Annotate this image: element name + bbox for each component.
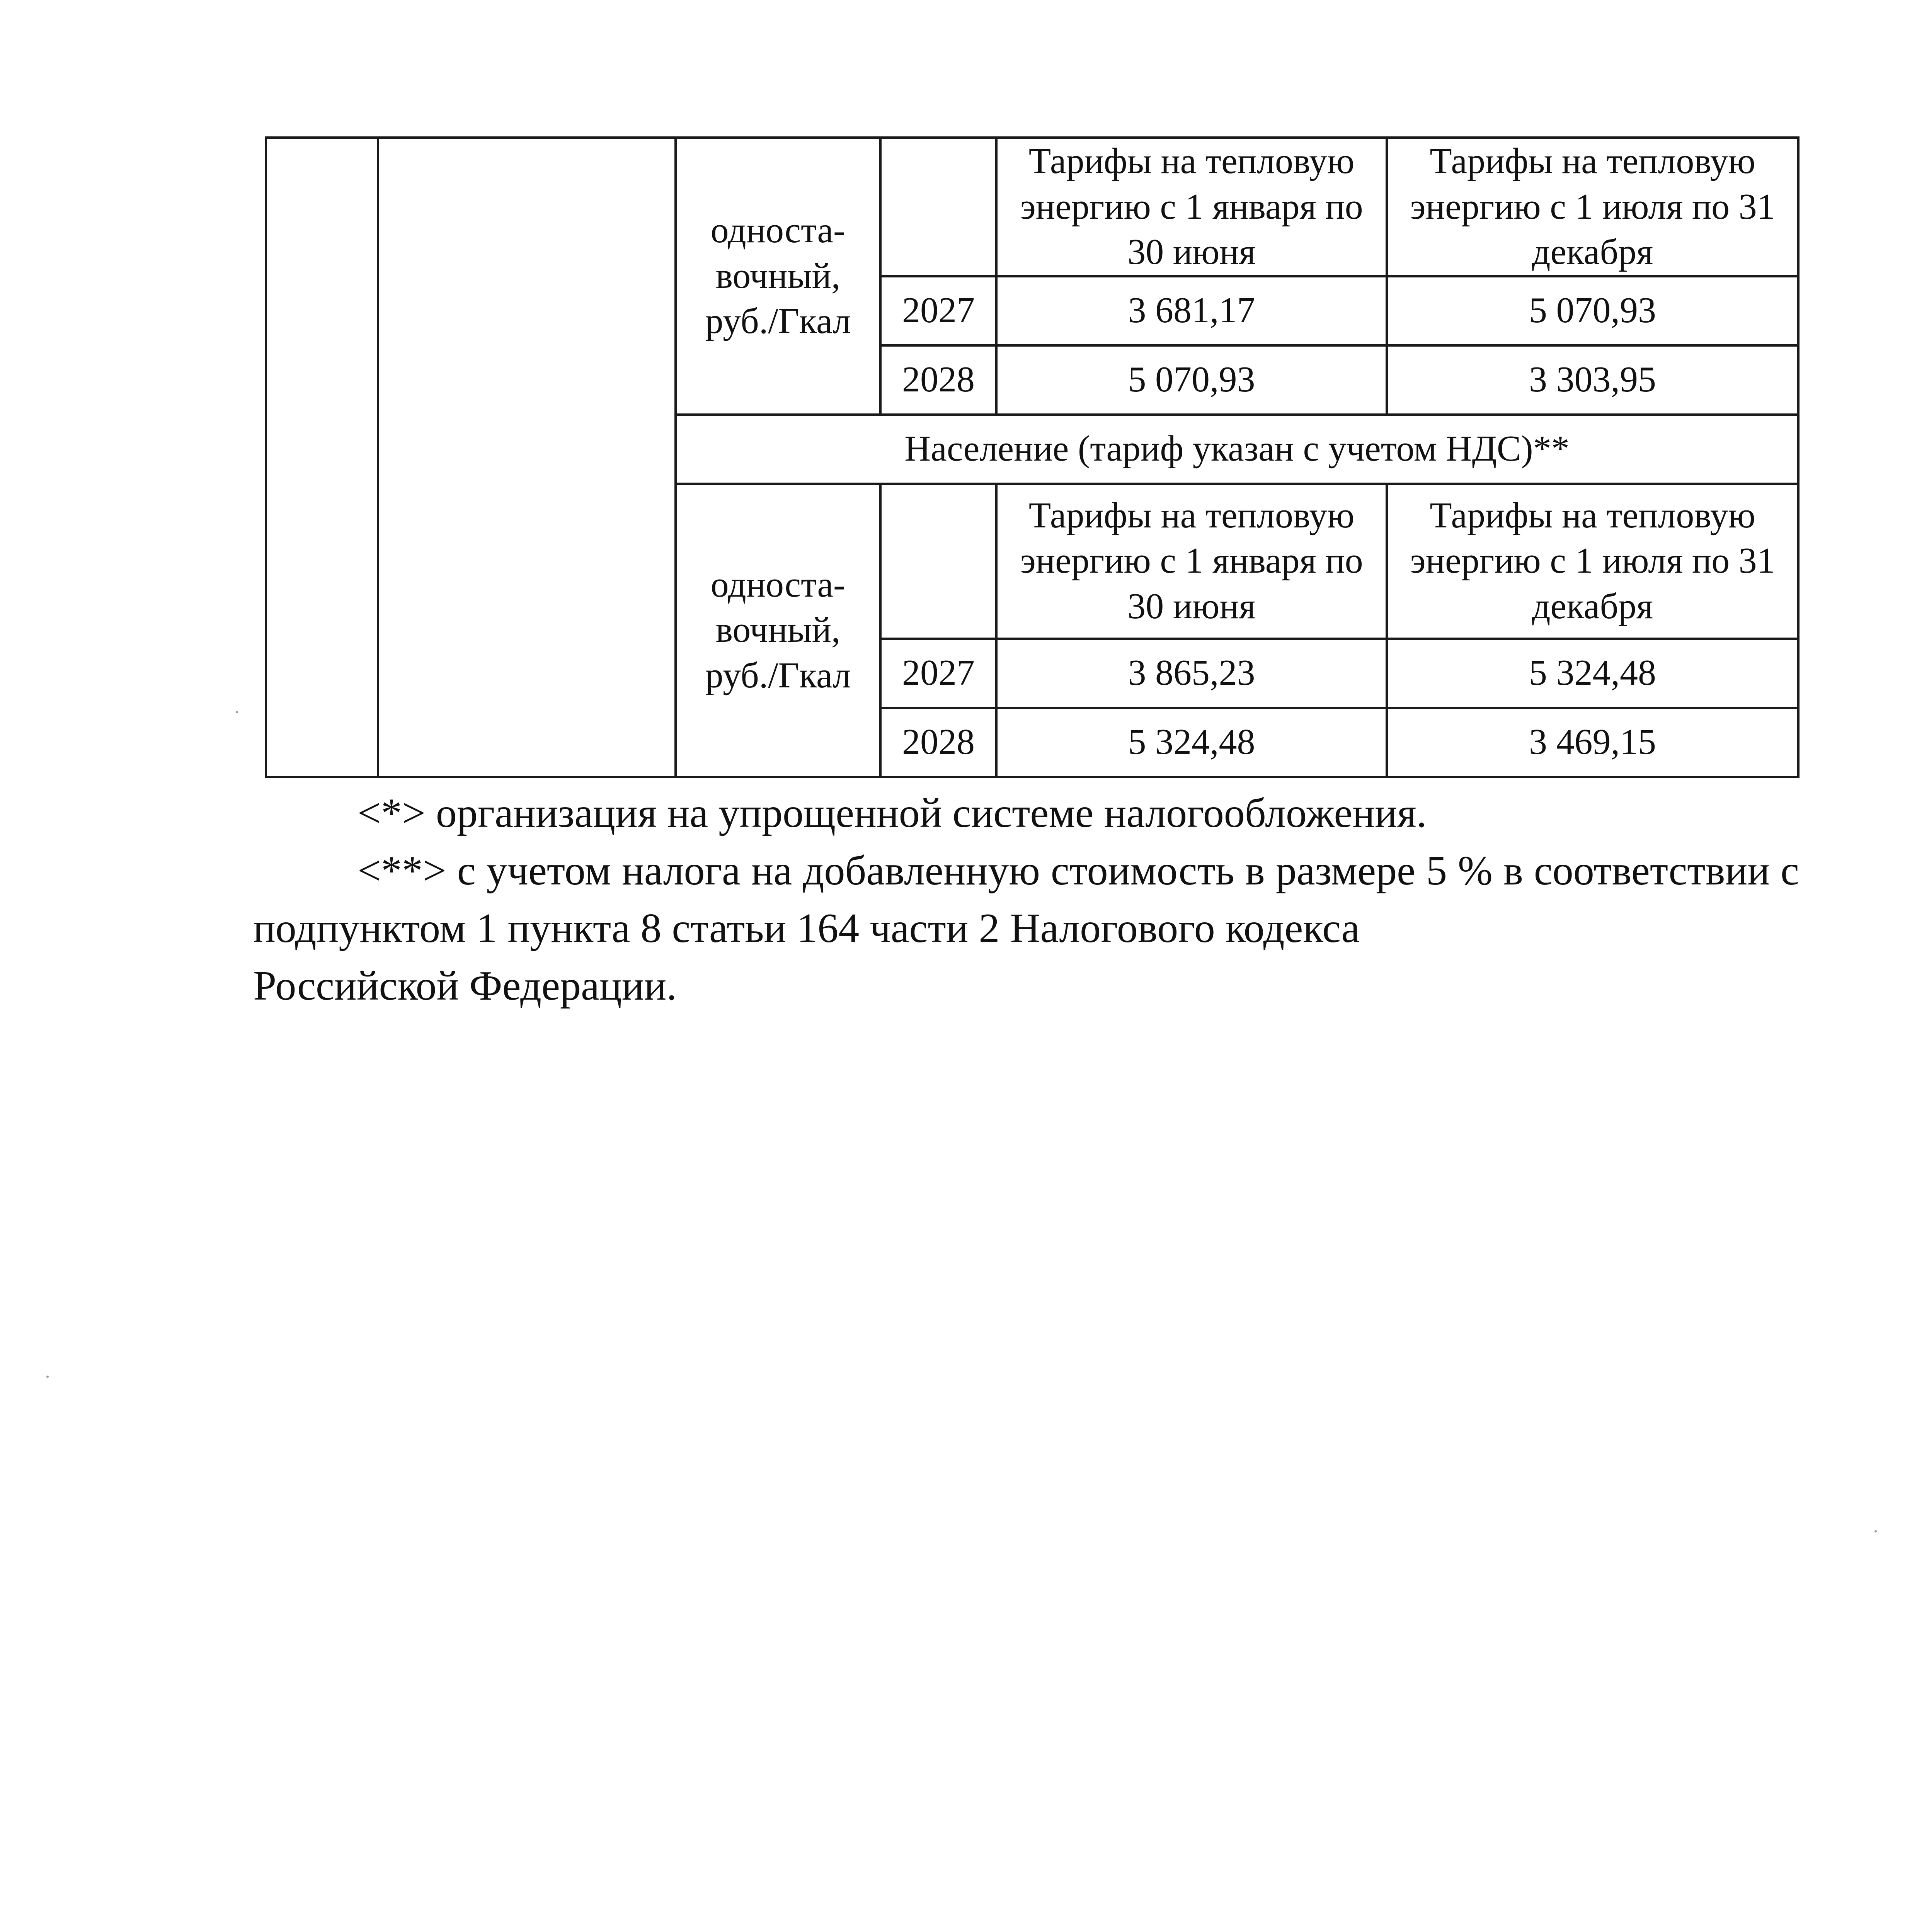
- unit-label: односта- вочный, руб./Гкал: [705, 564, 851, 696]
- empty-year-header-cell: [880, 138, 996, 276]
- empty-organization-cell: [378, 138, 676, 777]
- year-cell: 2028: [880, 708, 996, 777]
- group-title: Население (тариф указан с учетом НДС)**: [676, 415, 1798, 484]
- unit-cell: [676, 138, 880, 415]
- scan-speck: [1874, 1530, 1877, 1532]
- tariff-value-cell: 3 865,23: [996, 639, 1387, 708]
- footnote-2-text: <**> с учетом налога на добавленную стоимость в размере 5 % в соответствии с подпунктом 1 пункта 8 статьи 164 части 2 Налогового кодекса: [253, 848, 1799, 952]
- tariff-value-cell: 3 303,95: [1387, 345, 1798, 415]
- year-cell: 2028: [880, 345, 996, 415]
- period-2-header: Тарифы на тепловую энергию с 1 июля по 31 декабря: [1387, 484, 1798, 639]
- period-1-header: Тарифы на тепловую энергию с 1 января по 30 июня: [996, 138, 1387, 276]
- footnote-1: <*> организация на упрощенной системе налогообложения.: [358, 790, 1427, 836]
- empty-year-header-cell: [880, 484, 996, 639]
- footnote-2-last-line: Российской Федерации.: [253, 963, 677, 1009]
- year-cell: 2027: [880, 276, 996, 345]
- tariff-value-cell: 5 324,48: [996, 708, 1387, 777]
- tariff-table: [265, 136, 1800, 778]
- period-2-header: Тарифы на тепловую энергию с 1 июля по 31 декабря: [1387, 138, 1798, 276]
- footnotes: [253, 784, 1799, 1015]
- tariff-value-cell: 5 070,93: [996, 345, 1387, 415]
- footnote-2: [253, 842, 1799, 1015]
- tariff-value-cell: 3 681,17: [996, 276, 1387, 345]
- tariff-value-cell: 5 324,48: [1387, 639, 1798, 708]
- scan-speck: [46, 1376, 49, 1378]
- year-cell: 2027: [880, 639, 996, 708]
- unit-cell: [676, 484, 880, 777]
- tariff-value-cell: 5 070,93: [1387, 276, 1798, 345]
- table-header-row: [266, 138, 1798, 276]
- unit-label: односта- вочный, руб./Гкал: [705, 210, 851, 341]
- empty-number-cell: [266, 138, 378, 777]
- period-1-header: Тарифы на тепловую энергию с 1 января по 30 июня: [996, 484, 1387, 639]
- tariff-value-cell: 3 469,15: [1387, 708, 1798, 777]
- scan-speck: [236, 711, 238, 713]
